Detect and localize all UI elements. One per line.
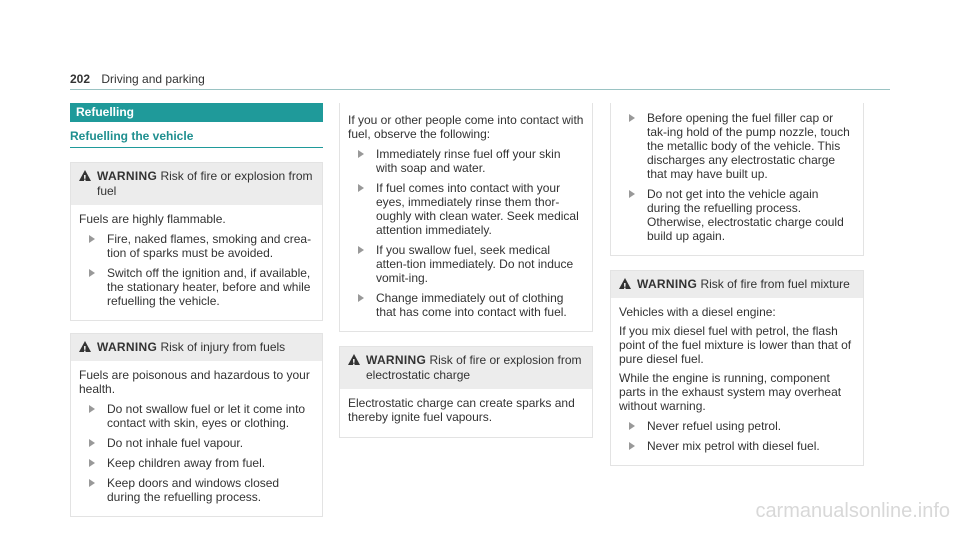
page-header bbox=[70, 72, 205, 86]
warning-title: Risk of fire from fuel mixture bbox=[700, 277, 850, 291]
header-rule bbox=[70, 89, 890, 90]
list-item: Keep doors and windows closed during the refuelling process. bbox=[79, 476, 314, 504]
bullet-arrow-icon bbox=[358, 150, 364, 158]
list-item: Do not inhale fuel vapour. bbox=[79, 436, 314, 450]
warning-head bbox=[611, 271, 863, 298]
warning-title: Risk of fire or explosion from electrostatic charge bbox=[366, 353, 582, 382]
bullet-arrow-icon bbox=[89, 439, 95, 447]
bullet-arrow-icon bbox=[89, 235, 95, 243]
continued-warning-body bbox=[610, 103, 864, 256]
list-item: Do not get into the vehicle again during the refuelling process. Otherwise, electrostatic charge could build up again. bbox=[619, 187, 855, 243]
page-number: 202 bbox=[70, 72, 91, 86]
list-item: Switch off the ignition and, if available, the stationary heater, before and while refuelling the vehicle. bbox=[79, 266, 314, 308]
warning-title: Risk of injury from fuels bbox=[160, 340, 286, 354]
bullet-arrow-icon bbox=[89, 405, 95, 413]
warning-label: WARNING bbox=[366, 353, 427, 367]
bullet-arrow-icon bbox=[629, 422, 635, 430]
warning-text: Vehicles with a diesel engine: bbox=[619, 305, 776, 319]
warning-label: WARNING bbox=[637, 277, 698, 291]
intro-text: If you or other people come into contact with fuel, observe the following: bbox=[348, 113, 584, 141]
warning-text: While the engine is running, component parts in the exhaust system may overheat without warning. bbox=[619, 371, 842, 413]
warning-triangle-icon bbox=[79, 170, 91, 181]
list-item: Never refuel using petrol. bbox=[619, 419, 855, 433]
bullet-arrow-icon bbox=[629, 114, 635, 122]
list-item: Change immediately out of clothing that has come into contact with fuel. bbox=[348, 291, 584, 319]
bullet-arrow-icon bbox=[629, 442, 635, 450]
warning-body bbox=[71, 361, 322, 516]
warning-body bbox=[340, 389, 592, 437]
warning-box-fuel-mixture bbox=[610, 270, 864, 466]
list-item: Immediately rinse fuel off your skin with soap and water. bbox=[348, 147, 584, 175]
subsection-title: Refuelling the vehicle bbox=[70, 129, 323, 148]
bullet-arrow-icon bbox=[358, 294, 364, 302]
warning-body bbox=[71, 205, 322, 320]
bullet-arrow-icon bbox=[89, 479, 95, 487]
warning-text: Fuels are poisonous and hazardous to your health. bbox=[79, 368, 310, 396]
warning-box-injury bbox=[70, 333, 323, 517]
bullet-arrow-icon bbox=[89, 459, 95, 467]
warning-label: WARNING bbox=[97, 169, 158, 183]
bullet-arrow-icon bbox=[358, 184, 364, 192]
warning-body bbox=[611, 298, 863, 465]
list-item: Before opening the fuel filler cap or tak-ing hold of the pump nozzle, touch the metallic body of the vehicle. This discharges any electrostatic charge that may have built up. bbox=[619, 111, 855, 181]
list-item: If fuel comes into contact with your eyes, immediately rinse them thor-oughly with clean water. Seek medical attention immediately. bbox=[348, 181, 584, 237]
warning-text: If you mix diesel fuel with petrol, the flash point of the fuel mixture is lower than that of pure diesel fuel. bbox=[619, 324, 852, 366]
warning-title: Risk of fire or explosion from fuel bbox=[97, 169, 313, 198]
warning-head bbox=[71, 163, 322, 205]
section-name: Driving and parking bbox=[101, 72, 205, 86]
warning-triangle-icon bbox=[619, 278, 631, 289]
warning-text: Electrostatic charge can create sparks and thereby ignite fuel vapours. bbox=[348, 396, 575, 424]
column-2 bbox=[339, 103, 593, 438]
section-bar: Refuelling bbox=[70, 103, 323, 122]
list-item: Keep children away from fuel. bbox=[79, 456, 314, 470]
warning-text: Fuels are highly flammable. bbox=[79, 212, 226, 226]
list-item: If you swallow fuel, seek medical atten-tion immediately. Do not induce vomit-ing. bbox=[348, 243, 584, 285]
bullet-arrow-icon bbox=[358, 246, 364, 254]
list-item: Do not swallow fuel or let it come into contact with skin, eyes or clothing. bbox=[79, 402, 314, 430]
bullet-arrow-icon bbox=[89, 269, 95, 277]
warning-triangle-icon bbox=[348, 354, 360, 365]
column-3 bbox=[610, 103, 864, 466]
warning-box-fire bbox=[70, 162, 323, 321]
warning-head bbox=[340, 347, 592, 389]
watermark: carmanualsonline.info bbox=[755, 500, 950, 522]
warning-box-electrostatic bbox=[339, 346, 593, 438]
column-1 bbox=[70, 103, 323, 517]
warning-triangle-icon bbox=[79, 341, 91, 352]
continued-warning-body bbox=[339, 103, 593, 332]
bullet-arrow-icon bbox=[629, 190, 635, 198]
warning-head bbox=[71, 334, 322, 361]
list-item: Never mix petrol with diesel fuel. bbox=[619, 439, 855, 453]
warning-label: WARNING bbox=[97, 340, 158, 354]
list-item: Fire, naked flames, smoking and crea-tion of sparks must be avoided. bbox=[79, 232, 314, 260]
